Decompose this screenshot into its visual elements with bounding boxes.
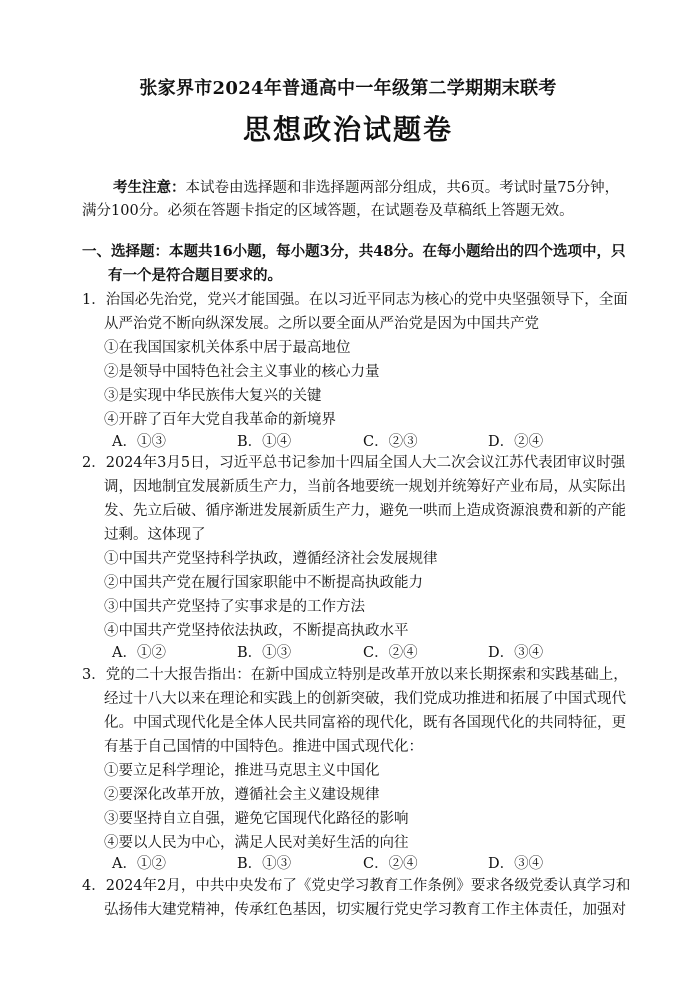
q3-option-b: B．①③ [237,856,292,872]
q2-item-1: ①中国共产党坚持科学执政，遵循经济社会发展规律 [104,551,438,567]
q3-item-2: ②要深化改革开放，遵循社会主义建设规律 [104,787,380,803]
q2-option-c: C．②④ [363,645,418,661]
q1-option-a: A．①③ [112,434,166,450]
q1-stem-line-2: 从严治党不断向纵深发展。之所以要全面从严治党是因为中国共产党 [104,316,539,332]
q1-option-c: C．②③ [363,434,418,450]
q2-stem-line-3: 发、先立后破、循序渐进发展新质生产力，避免一哄而上造成资源浪费和新的产能 [104,503,626,519]
q3-stem-line-1: 3．党的二十大报告指出：在新中国成立特别是改革开放以来长期探索和实践基础上， [82,667,628,683]
notice-text-1: 本试卷由选择题和非选择题两部分组成，共6页。考试时量75分钟， [185,180,620,196]
section-heading-line-2: 有一个是符合题目要求的。 [108,267,282,284]
q3-stem-line-2: 经过十八大以来在理论和实践上的创新突破，我们党成功推进和拓展了中国式现代 [104,691,626,707]
q1-item-1: ①在我国国家机关体系中居于最高地位 [104,340,351,356]
notice-line-1 [113,176,619,200]
q1-item-4: ④开辟了百年大党自我革命的新境界 [104,412,336,428]
q3-stem-line-4: 有基于自己国情的中国特色。推进中国式现代化： [104,739,423,755]
q2-option-d: D．③④ [488,645,544,661]
q1-stem-line-1: 1．治国必先治党，党兴才能国强。在以习近平同志为核心的党中央坚强领导下，全面 [82,292,628,308]
q3-item-4: ④要以人民为中心，满足人民对美好生活的向往 [104,835,409,851]
q2-stem-line-2: 调，因地制宜发展新质生产力，当前各地要统一规划并统筹好产业布局，从实际出 [104,479,626,495]
q2-item-4: ④中国共产党坚持依法执政，不断提高执政水平 [104,623,409,639]
section-heading-line-1: 一、选择题：本题共16小题，每小题3分，共48分。在每小题给出的四个选项中，只 [82,243,626,260]
q1-option-b: B．①④ [237,434,292,450]
q1-option-d: D．②④ [488,434,544,450]
q4-stem-line-2: 弘扬伟大建党精神，传承红色基因，切实履行党史学习教育工作主体责任，加强对 [104,902,626,918]
q3-item-1: ①要立足科学理论，推进马克思主义中国化 [104,763,380,779]
q3-option-c: C．②④ [363,856,418,872]
q2-option-a: A．①② [112,645,166,661]
q1-item-3: ③是实现中华民族伟大复兴的关键 [104,388,322,404]
q3-option-a: A．①② [112,856,166,872]
q3-stem-line-3: 化。中国式现代化是全体人民共同富裕的现代化，既有各国现代化的共同特征，更 [104,715,626,731]
subject-title: 思想政治试题卷 [242,113,453,146]
q1-item-2: ②是领导中国特色社会主义事业的核心力量 [104,364,380,380]
q2-item-2: ②中国共产党在履行国家职能中不断提高执政能力 [104,575,423,591]
q2-item-3: ③中国共产党坚持了实事求是的工作方法 [104,599,365,615]
notice-label: 考生注意： [113,179,186,196]
q3-option-d: D．③④ [488,856,544,872]
exam-title: 张家界市2024年普通高中一年级第二学期期末联考 [139,78,557,99]
q2-stem-line-4: 过剩。这体现了 [104,527,206,543]
notice-line-2: 满分100分。必须在答题卡指定的区域答题，在试题卷及草稿纸上答题无效。 [82,203,574,219]
q4-stem-line-1: 4．2024年2月，中共中央发布了《党史学习教育工作条例》要求各级党委认真学习和 [82,878,631,894]
q2-stem-line-1: 2．2024年3月5日，习近平总书记参加十四届全国人大二次会议江苏代表团审议时强 [82,455,626,471]
q2-option-b: B．①③ [237,645,292,661]
q3-item-3: ③要坚持自立自强，避免它国现代化路径的影响 [104,811,409,827]
